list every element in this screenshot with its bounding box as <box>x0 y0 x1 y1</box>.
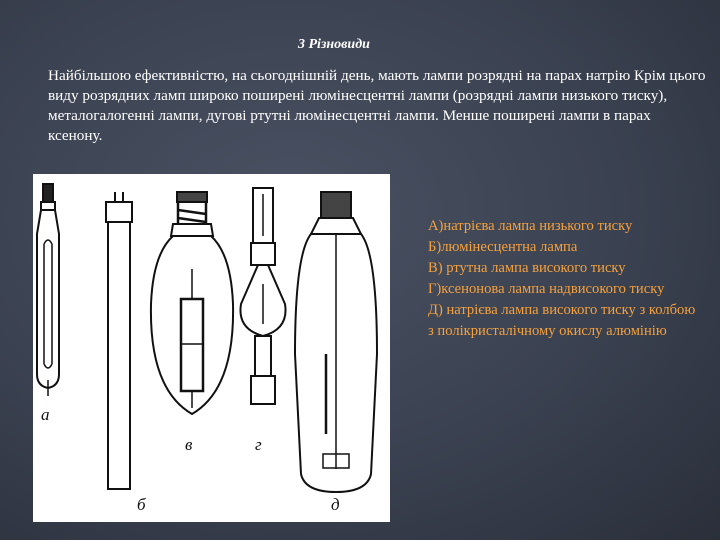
lamp-label-v: в <box>185 435 193 454</box>
intro-paragraph: Найбільшою ефективністю, на сьогоднішній день, мають лампи розрядні на парах натрію Крім цього виду розрядних ламп широко поширені люмінесцентні лампи (розрядні лампи низького тиску), металогалогенні лампи, дугові ртутні люмінесцентні лампи. Менше поширені лампи в парах ксенону. <box>48 67 706 144</box>
legend-item-g: Г)ксенонова лампа надвисокого тиску <box>428 281 665 297</box>
lamp-legend <box>428 216 698 342</box>
lamp-label-b: б <box>137 495 146 514</box>
lamp-label-d: д <box>331 495 340 514</box>
lamp-v-drawing <box>151 192 233 414</box>
legend-item-v: В) ртутна лампа високого тиску <box>428 260 626 276</box>
lamp-a-drawing <box>37 184 59 396</box>
lamp-label-g: г <box>255 435 262 454</box>
legend-item-b: Б)люмінесцентна лампа <box>428 239 578 255</box>
slide-title: 3 Різновиди <box>298 37 370 52</box>
lamp-d-drawing <box>295 192 377 492</box>
legend-item-a: А)натрієва лампа низького тиску <box>428 218 633 234</box>
lamp-label-a: а <box>41 405 50 424</box>
lamps-illustration <box>33 174 390 522</box>
lamp-g-drawing <box>240 188 285 404</box>
lamp-b-drawing <box>106 192 132 489</box>
legend-item-d: Д) натрієва лампа високого тиску з колбою з полікристалічному окислу алюмінію <box>428 302 696 339</box>
